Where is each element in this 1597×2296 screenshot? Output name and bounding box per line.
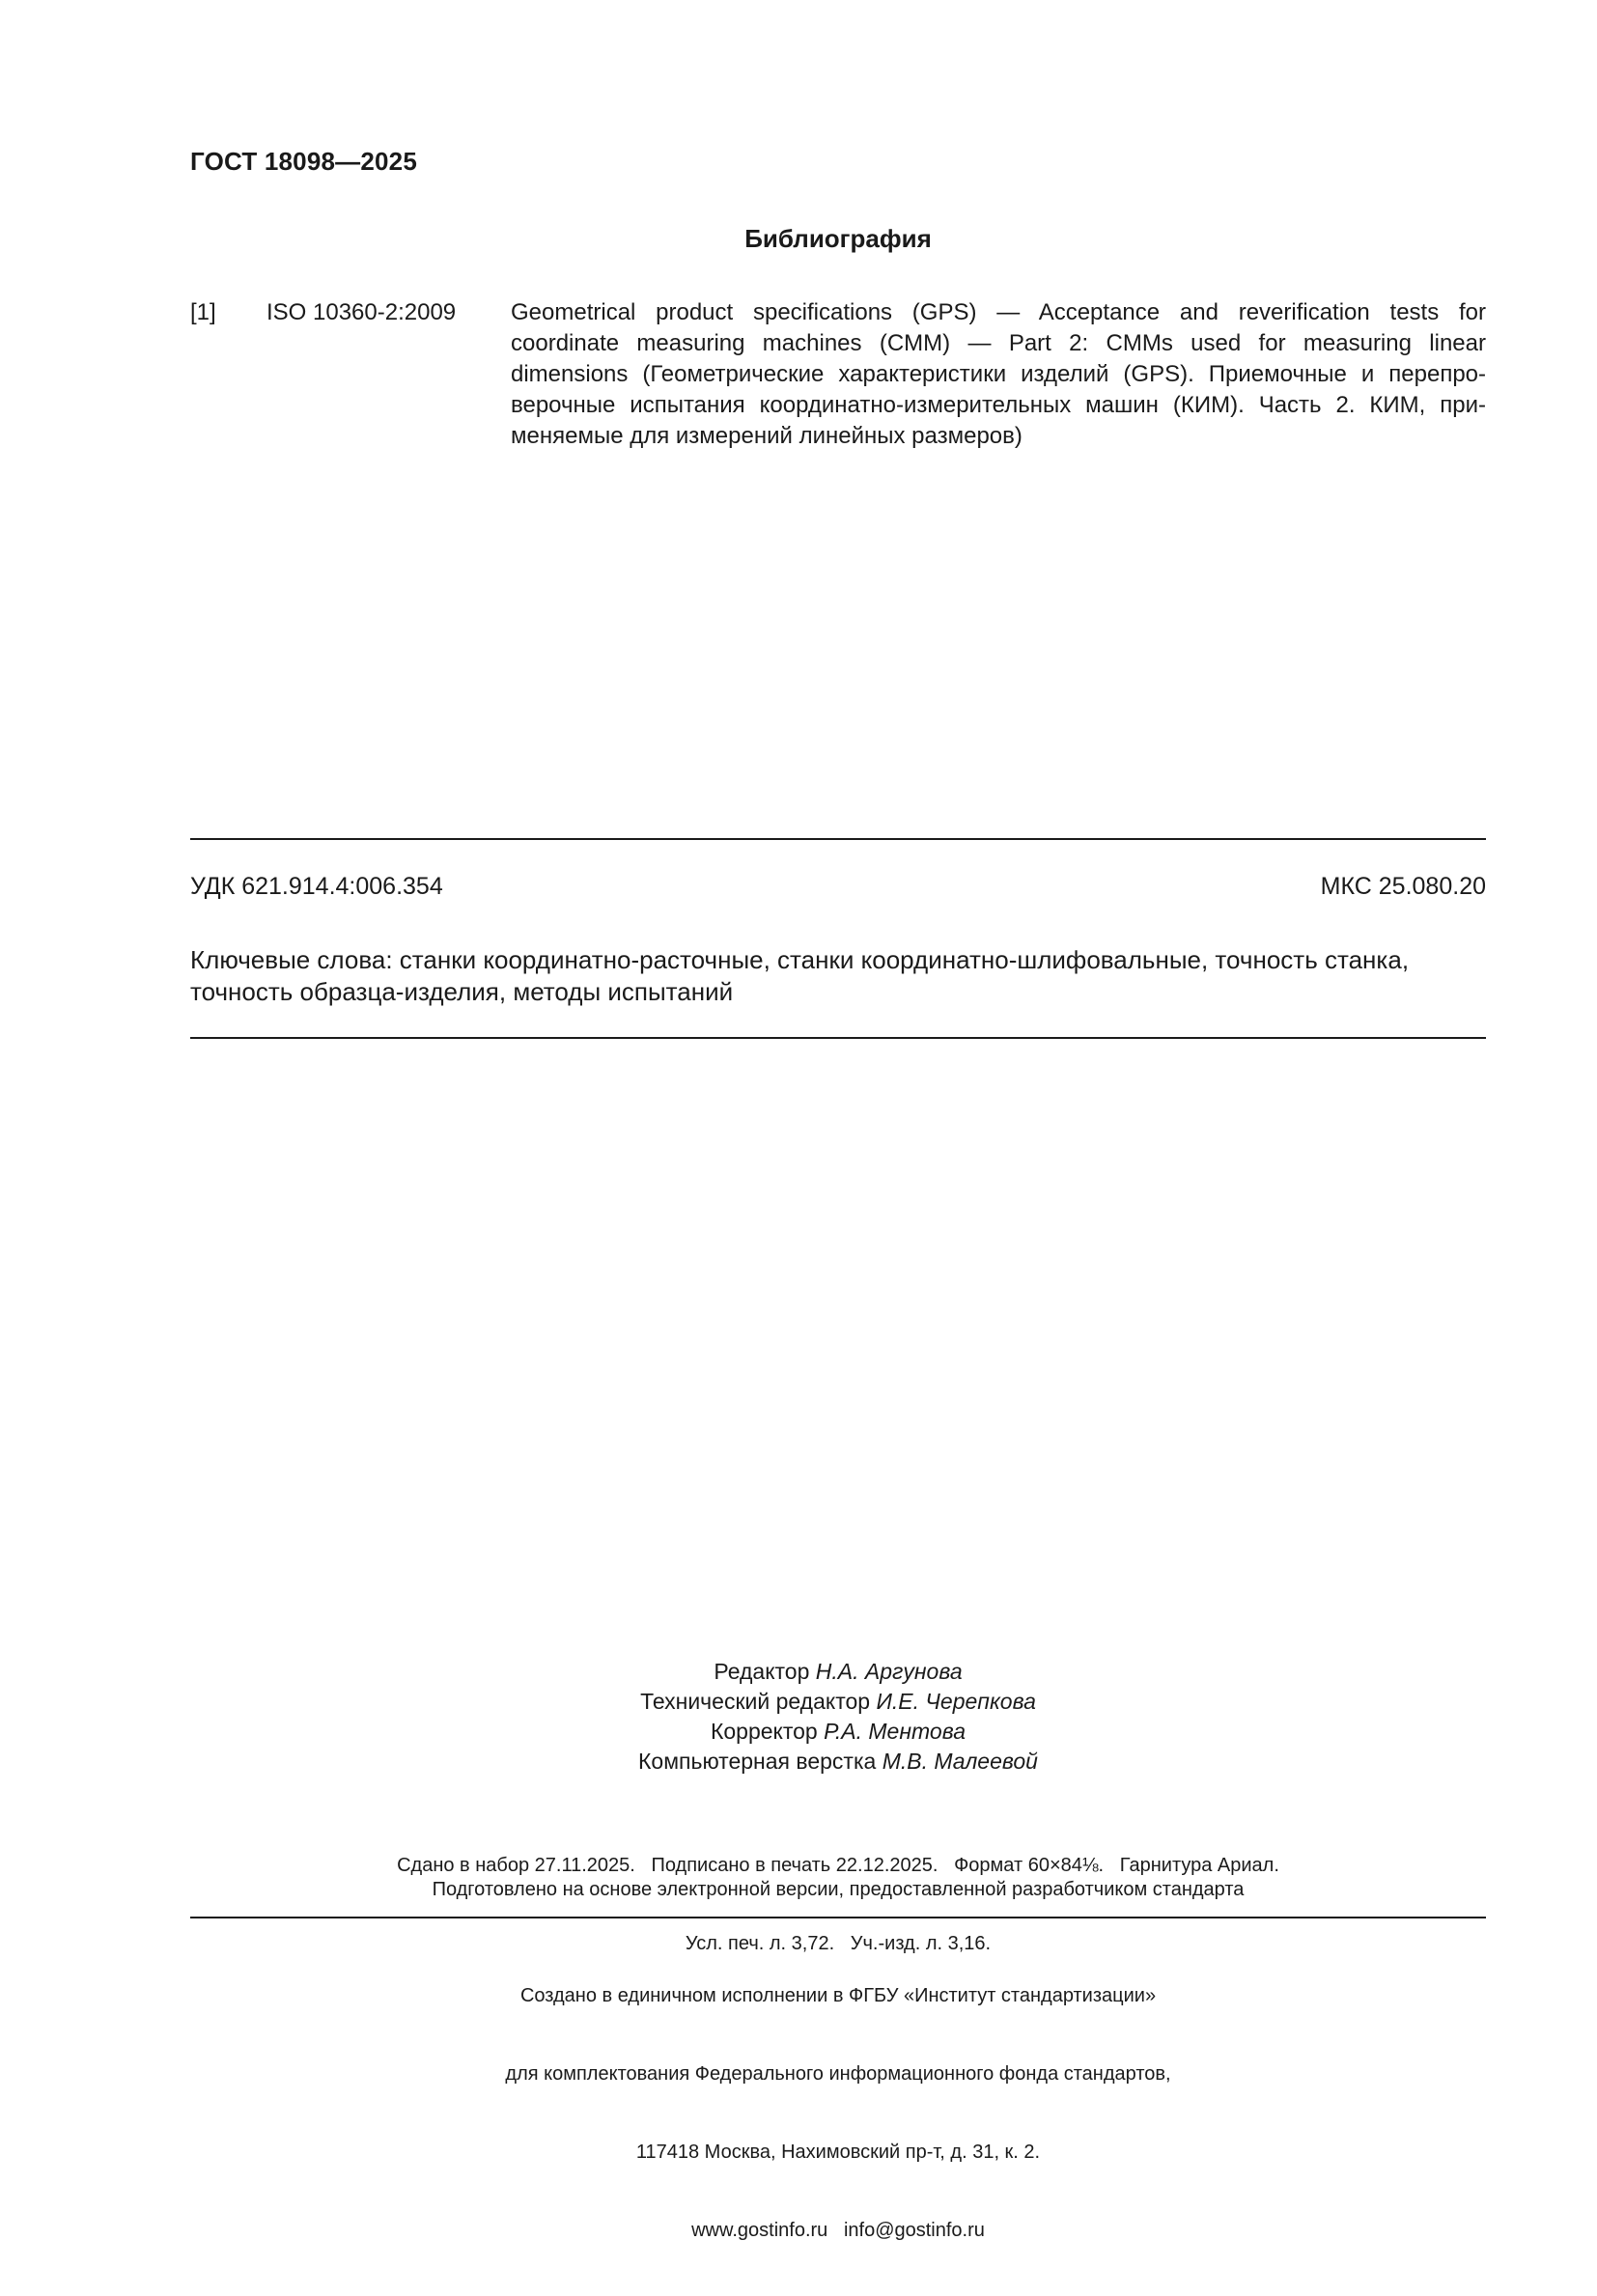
credit-editor — [190, 1657, 1486, 1687]
bibliography-entry-line: dimensions (Геометрические характеристики изделий (GPS). Приемочные и перепро- — [511, 361, 1486, 387]
standard-number: ГОСТ 18098—2025 — [190, 147, 417, 176]
credits-block — [190, 1657, 1486, 1777]
mks-code: МКС 25.080.20 — [1320, 873, 1486, 900]
publisher-line: Создано в единичном исполнении в ФГБУ «Институт стандартизации» — [519, 1985, 1157, 2006]
credit-person: Н.А. Аргунова — [815, 1659, 963, 1684]
keywords-block — [190, 944, 1494, 1008]
credit-technical-editor — [190, 1687, 1486, 1717]
bibliography-entry-line: Geometrical product specifications (GPS) — Acceptance and reverification tests for — [511, 299, 1486, 325]
credit-role: Редактор — [714, 1659, 810, 1684]
publisher-info — [190, 1931, 1486, 2296]
bibliography-entry-line: меняемые для измерений линейных размеров) — [511, 423, 1023, 449]
credit-role: Технический редактор — [640, 1689, 871, 1714]
credit-person: Р.А. Ментова — [824, 1719, 966, 1744]
bibliography-entry-line: coordinate measuring machines (CMM) — Part 2: CMMs used for measuring linear — [511, 330, 1486, 356]
prepared-note: Подготовлено на основе электронной версии, предоставленной разработчиком стандарта — [432, 1879, 1245, 1900]
print-info-line: Сдано в набор 27.11.2025. Подписано в печать 22.12.2025. Формат 60×84⅛. Гарнитура Ариал. — [397, 1855, 1279, 1876]
bibliography-entry-code: ISO 10360-2:2009 — [266, 299, 457, 325]
divider-top — [190, 838, 1486, 840]
print-info-line: Усл. печ. л. 3,72. Уч.-изд. л. 3,16. — [685, 1933, 992, 1954]
publisher-line: для комплектования Федерального информационного фонда стандартов, — [505, 2063, 1171, 2085]
bibliography-title: Библиография — [744, 224, 932, 253]
credit-proofreader — [190, 1717, 1486, 1747]
credit-role: Корректор — [710, 1719, 818, 1744]
credit-layout — [190, 1747, 1486, 1777]
divider-middle — [190, 1037, 1486, 1039]
keywords-line: Ключевые слова: станки координатно-расточные, станки координатно-шлифовальные, точность станка, — [190, 945, 1410, 974]
bibliography-entry-text — [511, 297, 1486, 452]
credit-person: М.В. Малеевой — [882, 1749, 1038, 1774]
divider-bottom — [190, 1917, 1486, 1918]
keywords-line: точность образца-изделия, методы испытаний — [190, 977, 734, 1006]
bibliography-entry-line: верочные испытания координатно-измерительных машин (КИМ). Часть 2. КИМ, при- — [511, 392, 1486, 418]
bibliography-entry-number: [1] — [190, 299, 216, 325]
credit-role: Компьютерная верстка — [638, 1749, 877, 1774]
publisher-line: www.gostinfo.ru info@gostinfo.ru — [691, 2220, 985, 2241]
credit-person: И.Е. Черепкова — [876, 1689, 1036, 1714]
publisher-line: 117418 Москва, Нахимовский пр-т, д. 31, к. 2. — [635, 2142, 1041, 2163]
udk-code: УДК 621.914.4:006.354 — [190, 873, 443, 900]
